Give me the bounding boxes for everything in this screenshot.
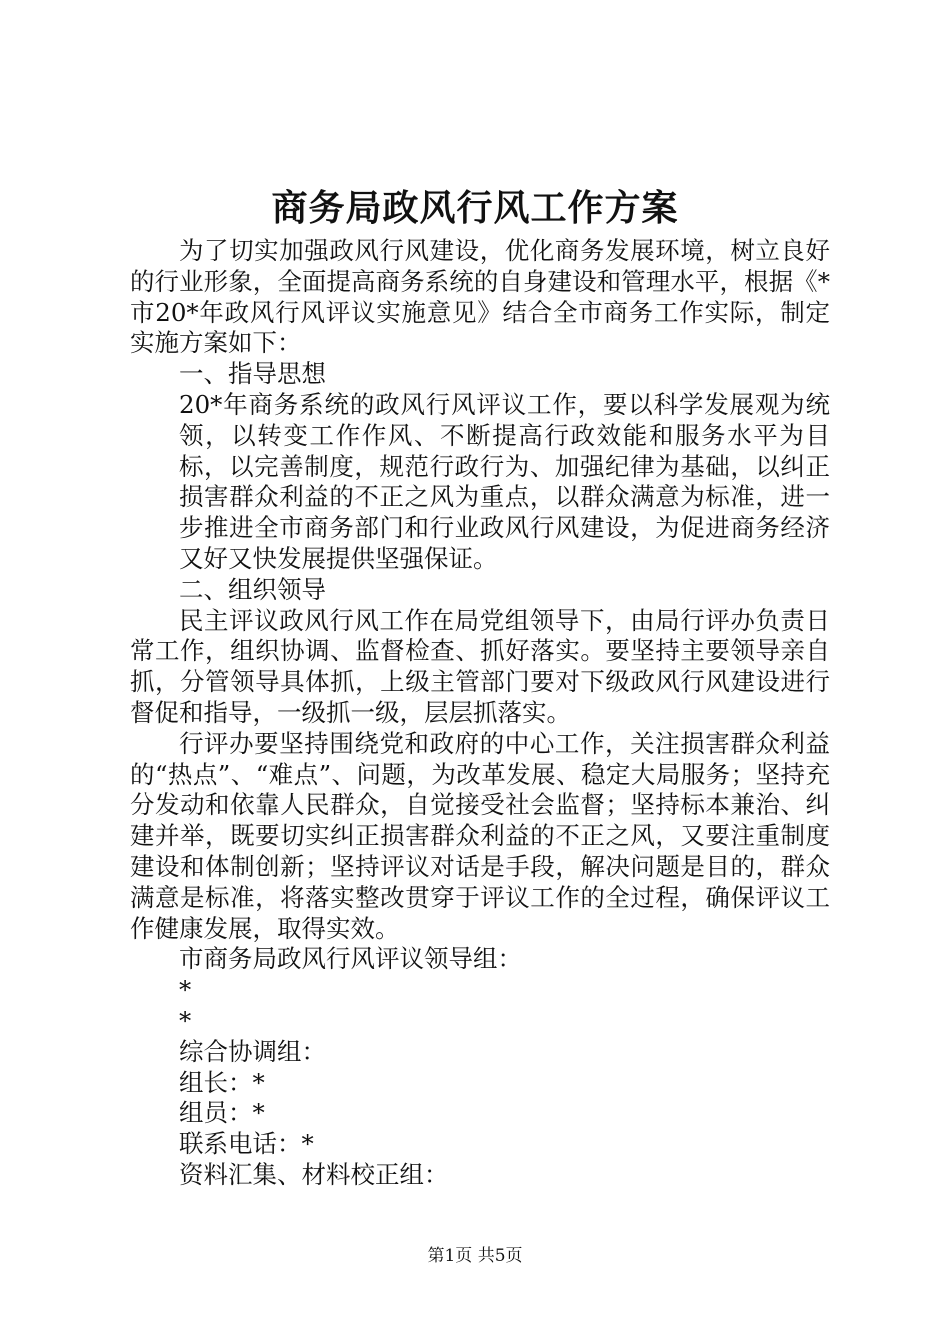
guiding-ideology-paragraph <box>130 390 830 575</box>
organization-paragraph-2: 行评办要坚持围绕党和政府的中心工作，关注损害群众利益的“热点”、“难点”、问题，为改革发展、稳定大局服务；坚持充分发动和依靠人民群众，自觉接受社会监督；坚持标本兼治、纠建并举，既要切实纠正损害群众利益的不正之风，又要注重制度建设和体制创新；坚持评议对话是手段，解决问题是目的，群众满意是标准，将落实整改贯穿于评议工作的全过程，确保评议工作健康发展，取得实效。 <box>130 728 830 943</box>
materials-group-label: 资料汇集、材料校正组： <box>179 1159 449 1189</box>
document-title: 商务局政风行风工作方案 <box>271 187 679 229</box>
organization-paragraph-1: 民主评议政风行风工作在局党组领导下，由局行评办负责日常工作，组织协调、监督检查、抓好落实。要坚持主要领导亲自抓，分管领导具体抓，上级主管部门要对下级政风行风建设进行督促和指导，一级抓一级，层层抓落实。 <box>130 605 830 727</box>
guiding-ideology-text: 20*年商务系统的政风行风评议工作，要以科学发展观为统领，以转变工作作风、不断提高行政效能和服务水平为目标，以完善制度，规范行政行为、加强纪律为基础，以纠正损害群众利益的不正之风为重点，以群众满意为标准，进一步推进全市商务部门和行业政风行风建设，为促进商务经济又好又快发展提供坚强保证。 <box>179 389 830 573</box>
section-heading-guiding-ideology: 一、指导思想 <box>179 359 326 389</box>
coordination-group-leader: 组长：* <box>179 1067 265 1097</box>
coordination-group-label: 综合协调组： <box>179 1036 326 1066</box>
intro-paragraph: 为了切实加强政风行风建设，优化商务发展环境，树立良好的行业形象，全面提高商务系统的自身建设和管理水平，根据《*市20*年政风行风评议实施意见》结合全市商务工作实际，制定实施方案如下： <box>130 236 830 358</box>
page-number-footer: 第1页 共5页 <box>427 1246 523 1266</box>
leader-line-1: * <box>179 975 192 1005</box>
section-heading-organization: 二、组织领导 <box>179 574 326 604</box>
document-body <box>130 236 830 1191</box>
leader-group-label: 市商务局政风行风评议领导组： <box>179 944 522 974</box>
leader-line-2: * <box>179 1005 192 1035</box>
coordination-group-phone: 联系电话：* <box>179 1129 314 1159</box>
coordination-group-member: 组员：* <box>179 1098 265 1128</box>
